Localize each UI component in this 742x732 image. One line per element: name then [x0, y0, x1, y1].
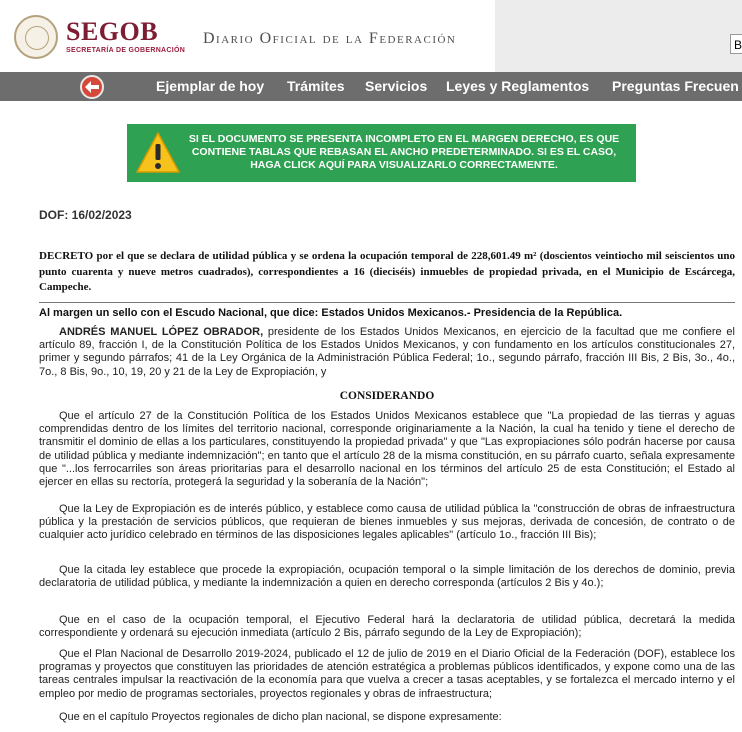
- header-right-panel: [495, 0, 742, 72]
- site-title[interactable]: Diario Oficial de la Federación: [203, 30, 457, 47]
- nav-preguntas-frecuentes[interactable]: Preguntas Frecuen: [612, 78, 739, 94]
- nav-leyes-y-reglamentos[interactable]: Leyes y Reglamentos: [446, 78, 590, 94]
- header-branding: [0, 0, 495, 72]
- incomplete-document-warning[interactable]: [127, 124, 636, 182]
- considerando-paragraph-3: Que la citada ley establece que procede la expropiación, ocupación temporal o la simple limitación de los derechos de dominio, previa declaratoria de utilidad pública, y mediante la indemnización a quien en derecho corresponda (artículos 2 Bis y 4o.);: [39, 564, 735, 590]
- preamble-text: presidente de los Estados Unidos Mexicanos, en ejercicio de la facultad que me confiere el artículo 89, fracción I, de la Constitución Política de los Estados Unidos Mexicanos, y con fundamento en los artículos constitucionales 27, primer y segundo párrafos; 41 de la Ley Orgánica de la Administración Pública Federal; 1o., segundo párrafo, fracción III Bis, 2 Bis, 3o., 4o., 7o., 8 Bis, 9o., 10, 19, 20 y 21 de la Ley de Expropiación, y: [39, 326, 735, 378]
- search-input[interactable]: B: [730, 34, 742, 54]
- preamble-paragraph: [39, 326, 735, 379]
- publication-date: DOF: 16/02/2023: [39, 208, 132, 222]
- considerando-paragraph-1: Que el artículo 27 de la Constitución Política de los Estados Unidos Mexicanos establece que "La propiedad de las tierras y aguas comprendidas dentro de los límites del territorio nacional, corresponde originariamente a la Nación, la cual ha tenido y tiene el derecho de transmitir el dominio de ellas a los particulares, constituyendo la propiedad privada" y que "Las expropiaciones sólo podrán hacerse por causa de utilidad pública y mediante indemnización"; en tanto que el artículo 28 de la misma constitución, en su párrafo cuarto, señala expresamente que "...los ferrocarriles son áreas prioritarias para el desarrollo nacional en los términos del artículo 25 de esta Constitución; el Estado al ejercer en ellas su rectoría, protegerá la seguridad y la soberanía de la Nación";: [39, 410, 735, 489]
- national-seal-icon[interactable]: [14, 15, 58, 59]
- segob-logo-subtext: SECRETARÍA DE GOBERNACIÓN: [66, 47, 186, 54]
- seal-line: Al margen un sello con el Escudo Nacional, que dice: Estados Unidos Mexicanos.- Presidencia de la República.: [39, 307, 623, 319]
- nav-tramites[interactable]: Trámites: [287, 78, 345, 94]
- considerando-paragraph-2: Que la Ley de Expropiación es de interés público, y establece como causa de utilidad pública la "construcción de obras de infraestructura pública y la prestación de servicios públicos, que requieran de bienes inmuebles y sus mejoras, derivada de concesión, de contrato o de cualquier acto jurídico celebrado en términos de las disposiciones legales aplicables" (artículo 1o., fracción III Bis);: [39, 503, 735, 542]
- site-header: [0, 0, 742, 72]
- warning-message[interactable]: SI EL DOCUMENTO SE PRESENTA INCOMPLETO EN EL MARGEN DERECHO, ES QUE CONTIENE TABLAS QUE REBASAN EL ANCHO PREDETERMINADO. SI ES EL CASO, HAGA CLICK AQUÍ PARA VISUALIZARLO CORRECTAMENTE.: [188, 133, 620, 171]
- president-name: ANDRÉS MANUEL LÓPEZ OBRADOR,: [59, 326, 264, 338]
- considerando-paragraph-4: Que en el caso de la ocupación temporal, el Ejecutivo Federal hará la declaratoria de utilidad pública, decretará la medida correspondiente y ordenará su ejecución inmediata (artículo 2 Bis, párrafo segundo de la Ley de Expropiación);: [39, 614, 735, 640]
- arrow-left-icon: [85, 81, 99, 93]
- considerando-heading: CONSIDERANDO: [339, 390, 435, 402]
- back-button[interactable]: [80, 75, 104, 99]
- considerando-paragraph-5: Que el Plan Nacional de Desarrollo 2019-2024, publicado el 12 de julio de 2019 en el Diario Oficial de la Federación (DOF), establece los programas y proyectos que constituyen las prioridades de atención estratégica a problemas públicos identificados, y expone como una de las tareas centrales impulsar la reactivación de la economía para que vuelva a crecer a tasas aceptables, y se fortalezca el mercado interno y el empleo por medio de programas sectoriales, proyectos regionales y obras de infraestructura;: [39, 648, 735, 700]
- segob-logo-text[interactable]: SEGOB: [66, 17, 159, 46]
- decree-title: DECRETO por el que se declara de utilidad pública y se ordena la ocupación temporal de 228,601.49 m² (doscientos veintiocho mil seiscientos uno punto cuarenta y nueve metros cuadrados), correspondientes a 16 (dieciséis) inmuebles de propiedad privada, en el Municipio de Escárcega, Campeche.: [39, 250, 735, 293]
- considerando-paragraph-6: Que en el capítulo Proyectos regionales de dicho plan nacional, se dispone expresamente:: [59, 711, 502, 723]
- title-divider: [39, 302, 735, 303]
- nav-ejemplar-de-hoy[interactable]: Ejemplar de hoy: [156, 78, 265, 94]
- warning-icon: [135, 130, 181, 176]
- main-navigation: [0, 72, 742, 101]
- nav-servicios[interactable]: Servicios: [365, 78, 428, 94]
